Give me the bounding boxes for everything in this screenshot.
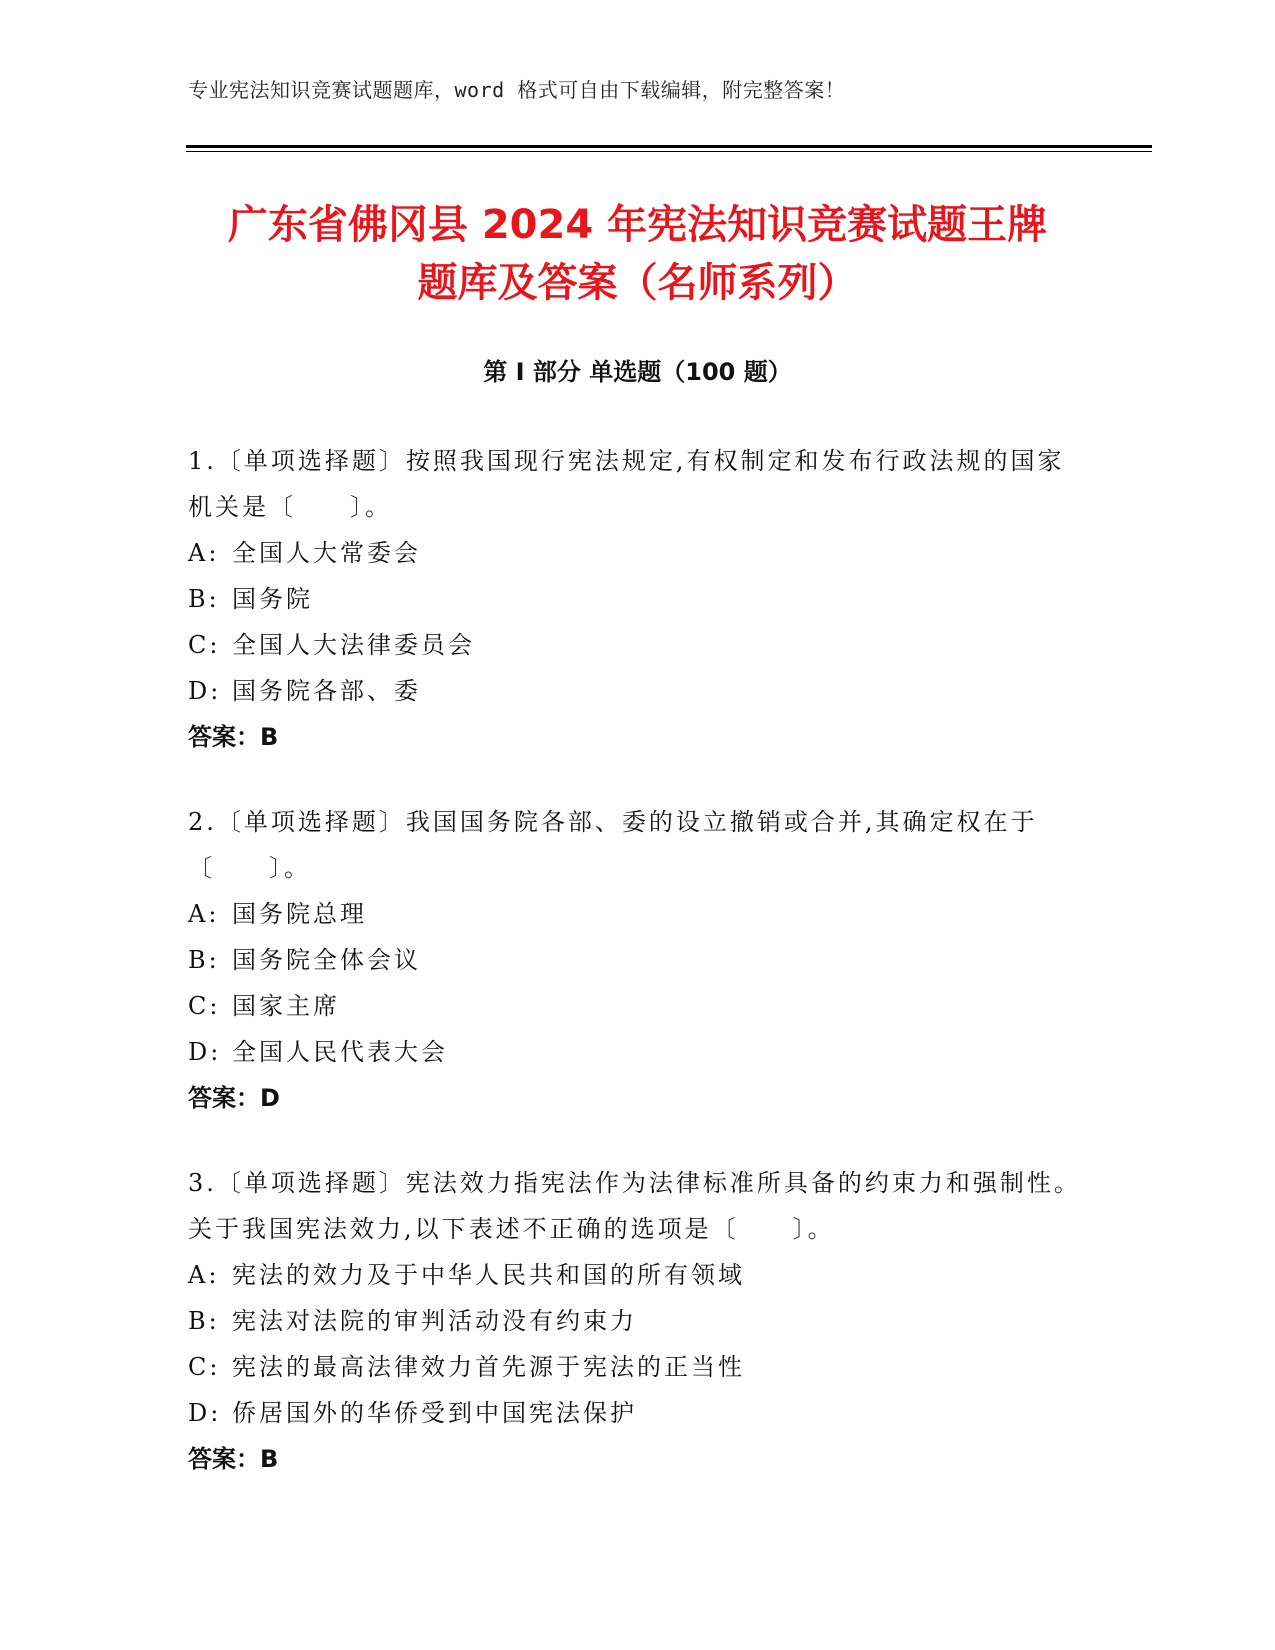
- option-a: [188, 1252, 1088, 1298]
- option-d: [188, 668, 1088, 714]
- question-text: 1.〔单项选择题〕按照我国现行宪法规定,有权制定和发布行政法规的国家机关是〔 〕。: [188, 447, 1065, 521]
- option-text: 全国人大法律委员会: [232, 631, 475, 659]
- option-c: [188, 983, 1088, 1029]
- option-c: [188, 622, 1088, 668]
- question-3: [188, 1160, 1088, 1482]
- question-list: [188, 438, 1088, 1521]
- option-letter: C:: [188, 1353, 221, 1381]
- question-text: 2.〔单项选择题〕我国国务院各部、委的设立撤销或合并,其确定权在于〔 〕。: [188, 808, 1038, 882]
- question-1: [188, 438, 1088, 760]
- option-b: [188, 1298, 1088, 1344]
- option-b: [188, 576, 1088, 622]
- header-rule-thin: [186, 151, 1152, 152]
- option-text: 宪法对法院的审判活动没有约束力: [232, 1307, 637, 1335]
- header-note: 专业宪法知识竞赛试题题库，word 格式可自由下载编辑，附完整答案！: [188, 78, 846, 102]
- option-letter: B:: [188, 946, 220, 974]
- option-text: 宪法的最高法律效力首先源于宪法的正当性: [232, 1353, 745, 1381]
- question-2: [188, 799, 1088, 1121]
- option-text: 国务院各部、委: [232, 677, 421, 705]
- option-a: [188, 530, 1088, 576]
- option-text: 宪法的效力及于中华人民共和国的所有领域: [232, 1261, 745, 1289]
- option-a: [188, 891, 1088, 937]
- option-letter: A:: [188, 900, 220, 928]
- option-text: 侨居国外的华侨受到中国宪法保护: [232, 1399, 637, 1427]
- answer-line: [188, 1436, 1088, 1482]
- option-text: 国家主席: [232, 992, 340, 1020]
- document-title-line-2: 题库及答案（名师系列）: [417, 260, 858, 306]
- option-letter: A:: [188, 1261, 220, 1289]
- option-text: 国务院: [232, 585, 313, 613]
- answer-value: B: [260, 1445, 279, 1473]
- answer-line: [188, 1075, 1088, 1121]
- option-c: [188, 1344, 1088, 1390]
- document-title-line-1: 广东省佛冈县 2024 年宪法知识竞赛试题王牌: [227, 202, 1048, 248]
- option-letter: C:: [188, 631, 221, 659]
- option-letter: D:: [188, 677, 222, 705]
- option-letter: C:: [188, 992, 221, 1020]
- option-letter: B:: [188, 585, 220, 613]
- option-text: 国务院总理: [232, 900, 367, 928]
- answer-label: 答案：: [188, 723, 260, 751]
- option-text: 国务院全体会议: [232, 946, 421, 974]
- section-heading: 第 I 部分 单选题（100 题）: [483, 358, 792, 386]
- option-d: [188, 1029, 1088, 1075]
- option-letter: A:: [188, 539, 220, 567]
- answer-label: 答案：: [188, 1445, 260, 1473]
- option-letter: D:: [188, 1038, 222, 1066]
- document-title: [100, 196, 1175, 312]
- option-text: 全国人民代表大会: [232, 1038, 448, 1066]
- question-text: 3.〔单项选择题〕宪法效力指宪法作为法律标准所具备的约束力和强制性。关于我国宪法效力,以下表述不正确的选项是〔 〕。: [188, 1169, 1081, 1243]
- option-letter: D:: [188, 1399, 222, 1427]
- answer-value: D: [260, 1084, 280, 1112]
- answer-value: B: [260, 723, 279, 751]
- option-letter: B:: [188, 1307, 220, 1335]
- answer-label: 答案：: [188, 1084, 260, 1112]
- option-b: [188, 937, 1088, 983]
- option-d: [188, 1390, 1088, 1436]
- option-text: 全国人大常委会: [232, 539, 421, 567]
- header-rule-thick: [186, 145, 1152, 148]
- answer-line: [188, 714, 1088, 760]
